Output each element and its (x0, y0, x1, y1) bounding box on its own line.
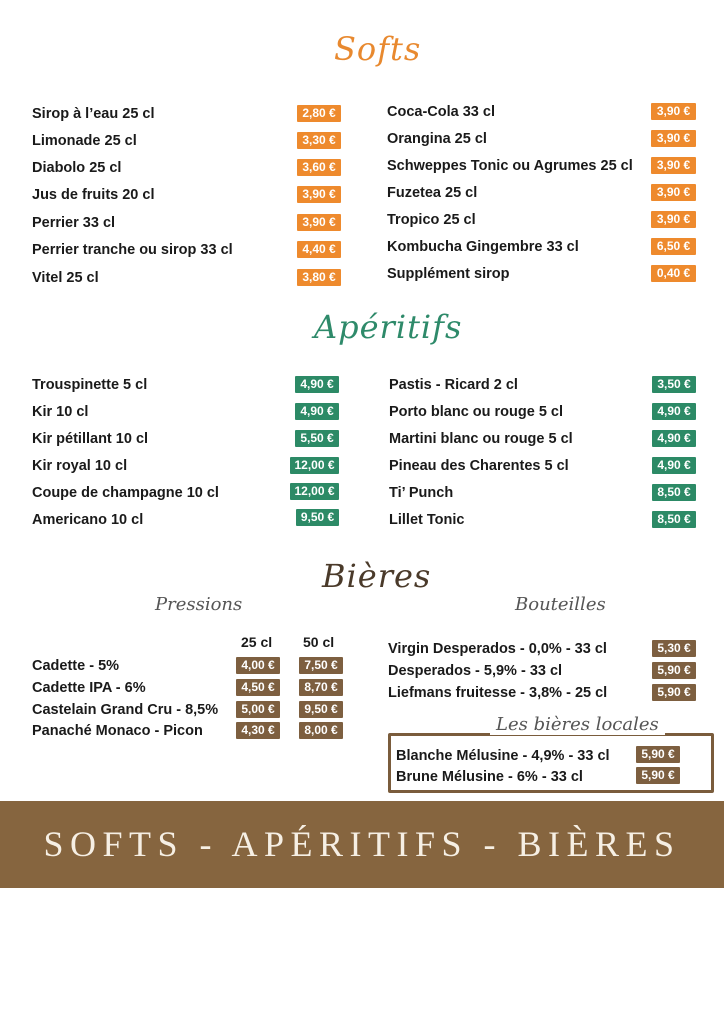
menu-item: Cadette IPA - 6% (32, 680, 146, 696)
menu-item: Pineau des Charentes 5 cl (389, 458, 569, 474)
menu-item: Kombucha Gingembre 33 cl (387, 239, 579, 255)
price-badge: 4,90 € (295, 403, 339, 420)
price-badge: 3,90 € (651, 211, 696, 228)
price-badge: 4,90 € (652, 403, 696, 420)
pressions-title: Pressions (155, 594, 243, 615)
price-badge: 5,90 € (652, 684, 696, 701)
locales-title: Les bières locales (490, 714, 665, 735)
aperitifs-title: Apéritifs (314, 308, 463, 346)
menu-item: Coca-Cola 33 cl (387, 104, 495, 120)
softs-title: Softs (334, 30, 422, 68)
banner-text: SOFTS - APÉRITIFS - BIÈRES (43, 824, 681, 864)
bouteilles-title: Bouteilles (515, 594, 606, 615)
price-badge-25cl: 4,00 € (236, 657, 280, 674)
menu-item: Virgin Desperados - 0,0% - 33 cl (388, 641, 607, 657)
menu-item: Sirop à l’eau 25 cl (32, 106, 155, 122)
price-badge: 3,50 € (652, 376, 696, 393)
price-badge: 12,00 € (290, 483, 339, 500)
menu-item: Fuzetea 25 cl (387, 185, 478, 201)
price-badge: 5,90 € (636, 767, 680, 784)
price-badge: 3,30 € (297, 132, 341, 149)
menu-item: Trouspinette 5 cl (32, 377, 148, 393)
price-badge: 6,50 € (651, 238, 696, 255)
price-badge: 4,40 € (297, 241, 341, 258)
price-badge: 3,90 € (297, 214, 341, 231)
price-badge: 12,00 € (290, 457, 339, 474)
bieres-title: Bières (322, 557, 432, 595)
menu-item: Orangina 25 cl (387, 131, 487, 147)
menu-item: Limonade 25 cl (32, 133, 137, 149)
price-badge: 3,90 € (651, 103, 696, 120)
price-badge-50cl: 8,70 € (299, 679, 343, 696)
menu-item: Perrier 33 cl (32, 215, 116, 231)
price-badge: 3,90 € (651, 184, 696, 201)
price-badge-50cl: 8,00 € (299, 722, 343, 739)
price-badge: 3,60 € (297, 159, 341, 176)
menu-item: Ti’ Punch (389, 485, 454, 501)
price-badge: 5,30 € (652, 640, 696, 657)
price-badge: 5,90 € (652, 662, 696, 679)
menu-item: Castelain Grand Cru - 8,5% (32, 702, 219, 718)
price-badge: 2,80 € (297, 105, 341, 122)
price-badge: 3,80 € (297, 269, 341, 286)
price-badge: 5,50 € (295, 430, 339, 447)
price-badge: 8,50 € (652, 511, 696, 528)
col-header-50cl: 50 cl (303, 634, 335, 650)
col-header-25cl: 25 cl (241, 634, 273, 650)
price-badge: 9,50 € (296, 509, 339, 526)
price-badge-50cl: 9,50 € (299, 701, 343, 718)
price-badge: 0,40 € (651, 265, 696, 282)
menu-item: Perrier tranche ou sirop 33 cl (32, 242, 233, 258)
footer-banner (0, 801, 724, 888)
price-badge: 4,90 € (295, 376, 339, 393)
price-badge: 3,90 € (651, 130, 696, 147)
price-badge-25cl: 4,50 € (236, 679, 280, 696)
menu-item: Desperados - 5,9% - 33 cl (388, 663, 563, 679)
menu-item: Jus de fruits 20 cl (32, 187, 155, 203)
menu-item: Blanche Mélusine - 4,9% - 33 cl (396, 748, 610, 764)
price-badge: 5,90 € (636, 746, 680, 763)
price-badge-25cl: 4,30 € (236, 722, 280, 739)
price-badge-25cl: 5,00 € (236, 701, 280, 718)
menu-item: Americano 10 cl (32, 512, 144, 528)
menu-item: Schweppes Tonic ou Agrumes 25 cl (387, 158, 633, 174)
menu-item: Porto blanc ou rouge 5 cl (389, 404, 564, 420)
menu-item: Pastis - Ricard 2 cl (389, 377, 518, 393)
menu-item: Martini blanc ou rouge 5 cl (389, 431, 573, 447)
menu-item: Diabolo 25 cl (32, 160, 122, 176)
price-badge-50cl: 7,50 € (299, 657, 343, 674)
menu-item: Panaché Monaco - Picon (32, 723, 203, 739)
price-badge: 3,90 € (651, 157, 696, 174)
menu-item: Coupe de champagne 10 cl (32, 485, 219, 501)
menu-item: Lillet Tonic (389, 512, 465, 528)
price-badge: 3,90 € (297, 186, 341, 203)
price-badge: 4,90 € (652, 430, 696, 447)
menu-item: Supplément sirop (387, 266, 510, 282)
price-badge: 4,90 € (652, 457, 696, 474)
price-badge: 8,50 € (652, 484, 696, 501)
menu-item: Kir 10 cl (32, 404, 89, 420)
menu-item: Liefmans fruitesse - 3,8% - 25 cl (388, 685, 608, 701)
menu-item: Brune Mélusine - 6% - 33 cl (396, 769, 583, 785)
menu-item: Kir royal 10 cl (32, 458, 128, 474)
menu-item: Tropico 25 cl (387, 212, 476, 228)
menu-item: Cadette - 5% (32, 658, 120, 674)
menu-item: Vitel 25 cl (32, 270, 99, 286)
menu-item: Kir pétillant 10 cl (32, 431, 149, 447)
